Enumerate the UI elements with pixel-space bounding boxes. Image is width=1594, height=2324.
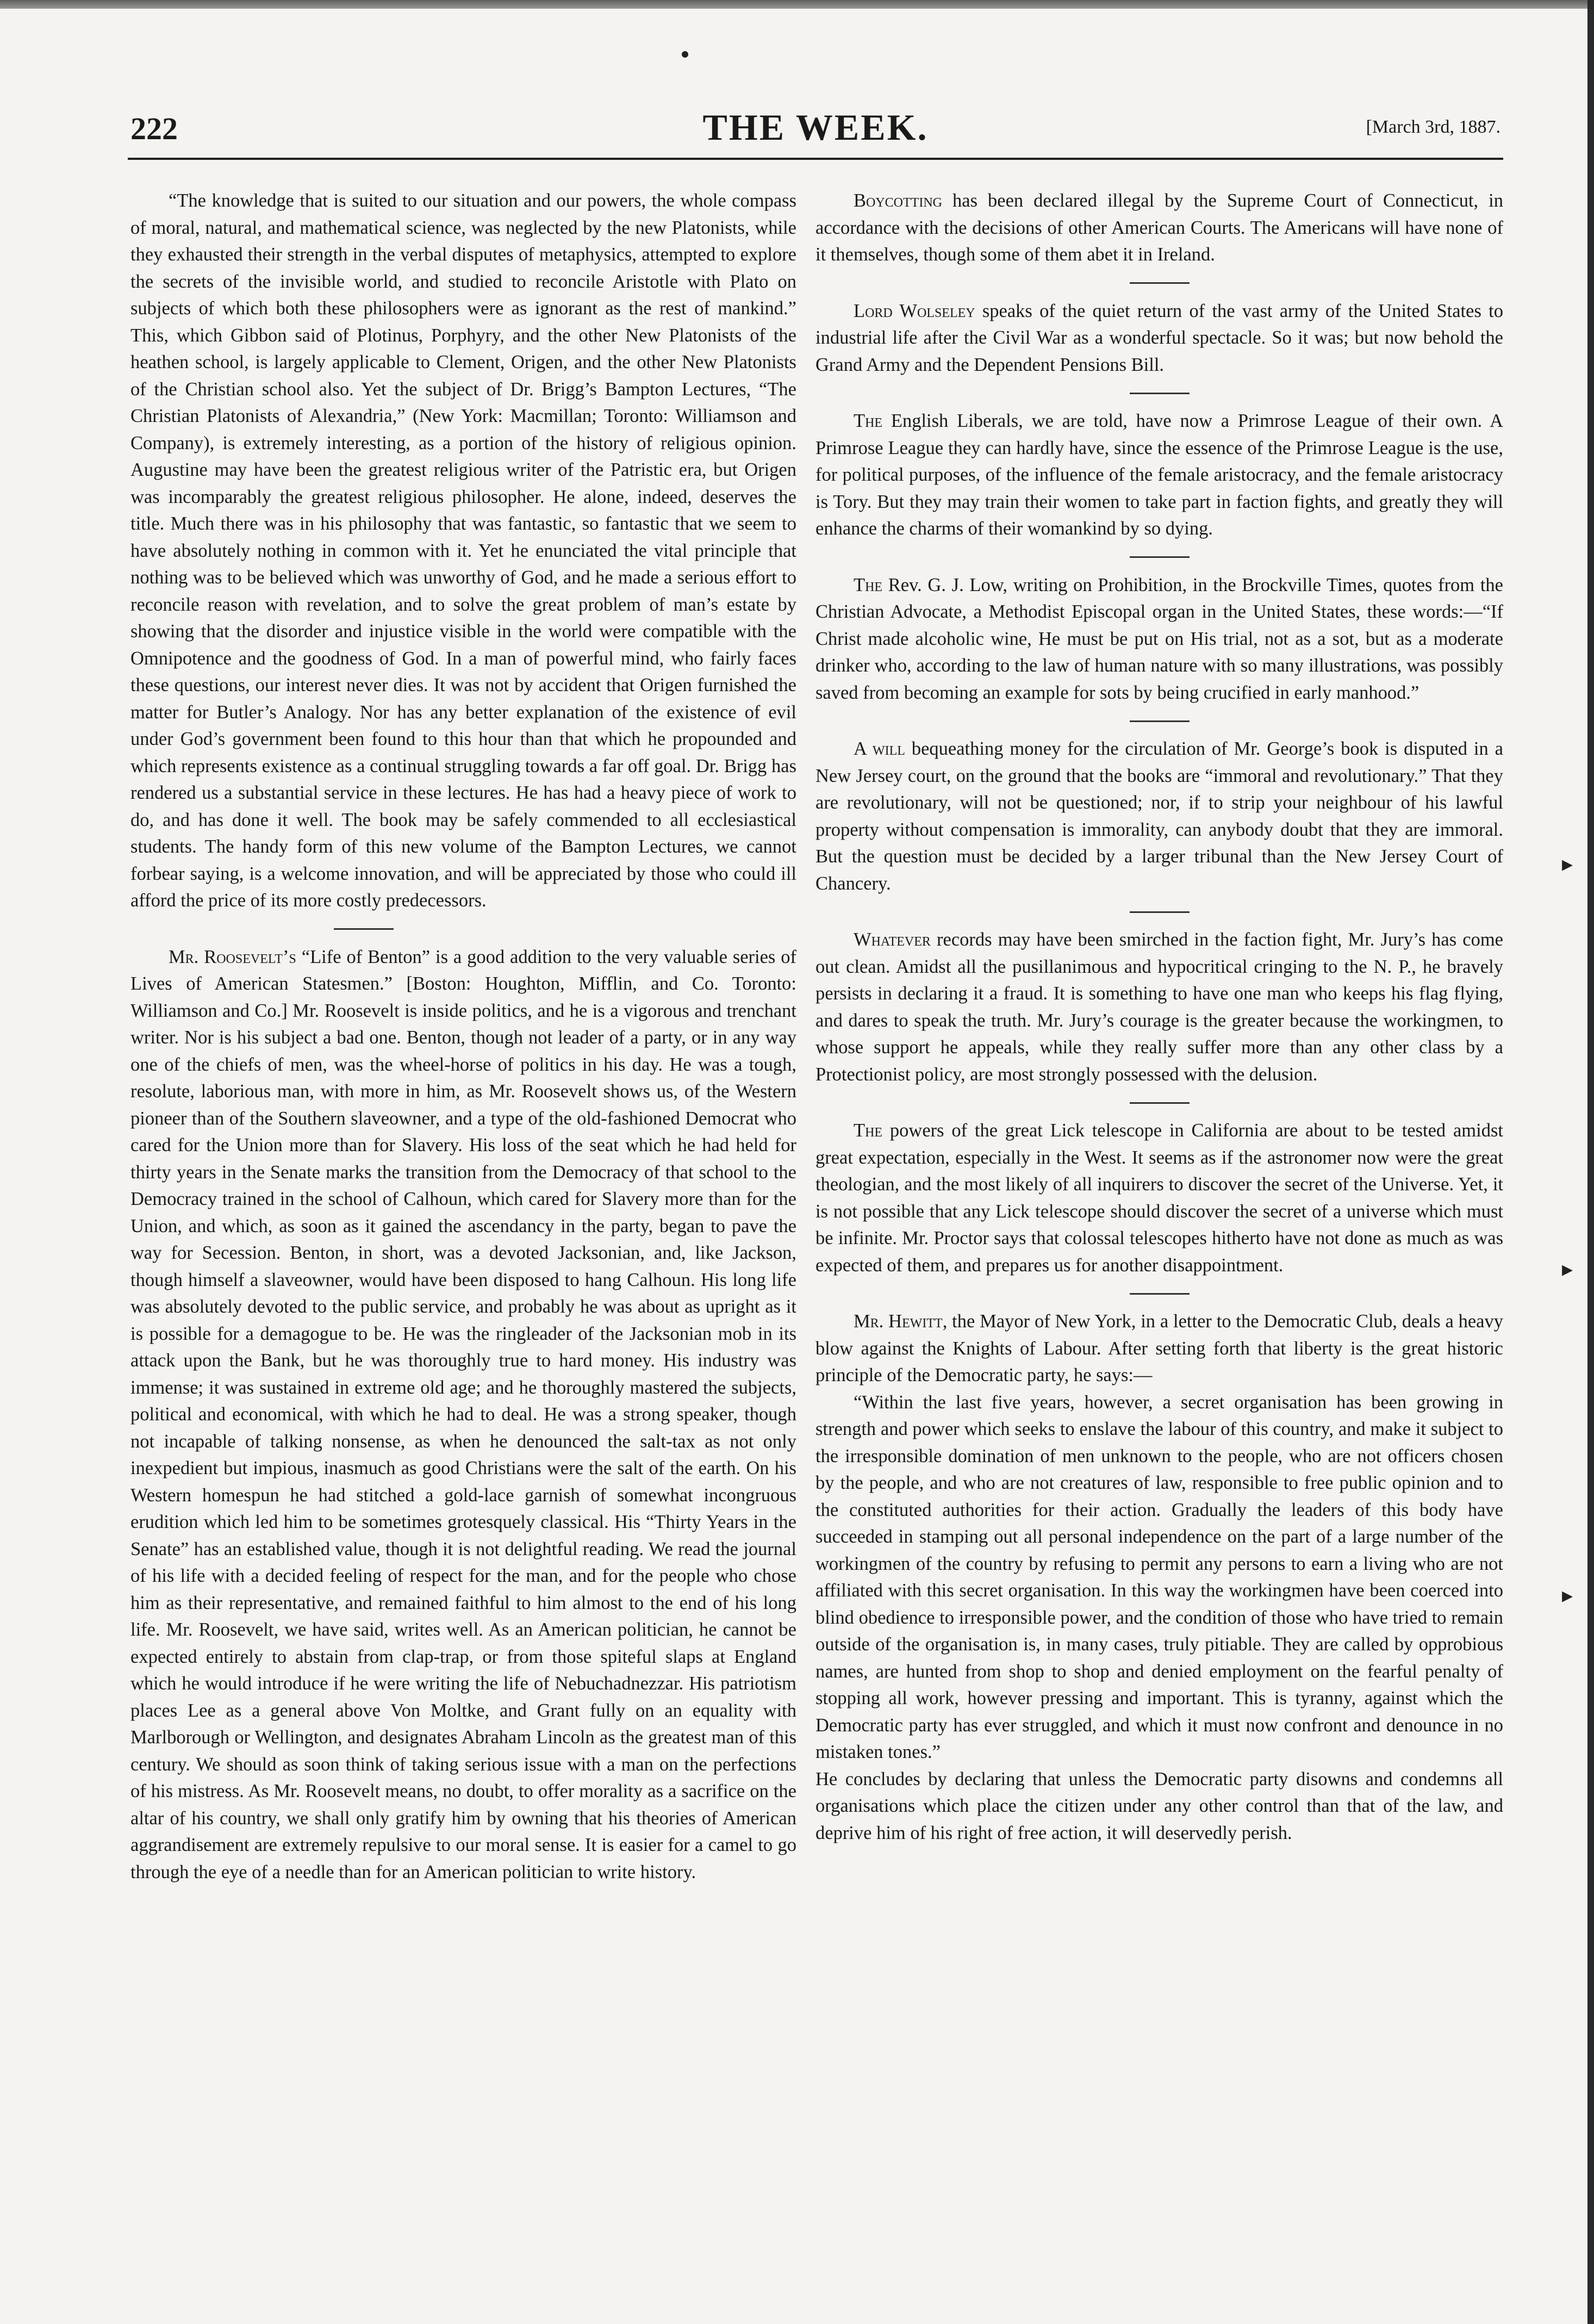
section-divider	[815, 269, 1503, 298]
paragraph-body: Rev. G. J. Low, writing on Prohibition, in the Brockville Times, quotes from the Christian Advocate, a Methodist Episcopal organ in the United States, these words:—“If Christ made alcoholic wine, He must be put on His trial, not as a sot, but as a moderate drinker who, according to the law of human nature with so many illustrations, was possibly saved from becoming an example for sots by being crucified in early manhood.”	[815, 574, 1503, 703]
paragraph-body: the Mayor of New York, in a letter to the Democratic Club, deals a heavy blow against the Knights of Labour. After setting forth that liberty is the great historic principle of the Democratic party, he says:—	[815, 1311, 1503, 1385]
lead-words: The	[854, 411, 883, 431]
ink-dot	[682, 51, 688, 58]
section-divider	[815, 897, 1503, 927]
section-divider	[815, 1088, 1503, 1117]
paragraph-body: has been declared illegal by the Supreme Court of Connecticut, in accordance with the decisions of other American Courts. The Americans will have none of it themselves, though some of them abet it in Ireland.	[815, 190, 1503, 265]
issue-date: [March 3rd, 1887.	[1366, 117, 1500, 137]
lead-words: Whatever	[854, 929, 931, 950]
right-edge-scan-artifact	[1587, 0, 1594, 2324]
masthead-title: THE WEEK.	[702, 107, 929, 148]
jury-paragraph	[815, 927, 1503, 1088]
roosevelt-paragraph	[130, 944, 796, 1886]
platonists-paragraph: “The knowledge that is suited to our situation and our powers, the whole compass of moral, natural, and mathematical science, was neglected by the new Platonists, while they exhausted their strength in the verbal disputes of metaphysics, attempted to explore the secrets of the invisible world, and studied to reconcile Aristotle with Plato on subjects of which both these philosophers were as ignorant as the rest of mankind.” This, which Gibbon said of Plotinus, Porphyry, and the other New Platonists of the heathen school, is largely applicable to Clement, Origen, and the other New Platonists of the Christian school also. Yet the subject of Dr. Brigg’s Bampton Lectures, “The Christian Platonists of Alexandria,” (New York: Macmillan; Toronto: Williamson and Company), is extremely interesting, as a portion of the history of religious opinion. Augustine may have been the greatest religious writer of the Patristic era, but Origen was incomparably the greatest religious philosopher. He alone, indeed, deserves the title. Much there was in his philosophy that was fantastic, so fantastic that we seem to have absolutely nothing in common with it. Yet he enunciated the vital principle that nothing was to be believed which was unworthy of God, and he made a serious effort to reconcile reason with revelation, and to solve the great problem of man’s estate by showing that the disorder and injustice visible in the world were compatible with the Omnipotence and the goodness of God. In a man of powerful mind, who fairly faces these questions, our interest never dies. It was not by accident that Origen furnished the matter for Butler’s Analogy. Nor has any better explanation of the existence of evil under God’s government been found to this hour than that which he propounded and which represents existence as a continual struggling towards a far off goal. Dr. Brigg has rendered us a substantial service in these lectures. He has had a heavy piece of work to do, and has done it well. The book may be safely commended to all ecclesiastical students. The handy form of this new volume of the Bampton Lectures, we cannot forbear saying, is a welcome innovation, and will be appreciated by those who could ill afford the price of its more costly predecessors.	[130, 190, 796, 911]
lead-words: The	[854, 574, 883, 595]
paragraph-body: English Liberals, we are told, have now a Primrose League of their own. A Primrose League they can hardly have, since the essence of the Primrose League is the use, for political purposes, of the influence of the female aristocracy, and the female aristocracy is Tory. But they may train their women to take part in faction fights, and greatly they will enhance the charms of their womankind by so dying.	[815, 411, 1503, 539]
paragraph-body: speaks of the quiet return of the vast army of the United States to industrial life after the Civil War as a wonderful spectacle. So it was; but now behold the Grand Army and the Dependent Pensions Bill.	[815, 300, 1503, 375]
left-column	[130, 188, 796, 1886]
boycotting-paragraph	[815, 188, 1503, 269]
low-paragraph	[815, 572, 1503, 707]
lead-words: The	[854, 1120, 883, 1141]
section-divider	[815, 706, 1503, 736]
hewitt-paragraph	[815, 1308, 1503, 1389]
paragraph-body: powers of the great Lick telescope in California are about to be tested amidst great expectation, especially in the West. It seems as if the astronomer now were the great theologian, and the most likely of all inquirers to discover the secret of the Universe. Yet, it is not possible that any Lick telescope should discover the secret of a universe which must be infinite. Mr. Proctor says that colossal telescopes hitherto have not done as much as was expected of them, and prepares us for another disappointment.	[815, 1120, 1503, 1276]
section-divider	[815, 378, 1503, 408]
section-divider	[815, 543, 1503, 572]
margin-mark: ▸	[1562, 852, 1573, 876]
hewitt-conclusion: He concludes by declaring that unless the Democratic party disowns and condemns all organisations which place the citizen under any other control than that of the law, and deprive him of his right of free action, it will deservedly perish.	[815, 1768, 1503, 1843]
hewitt-quote: “Within the last five years, however, a secret organisation has been growing in strength and power which seeks to enslave the labour of this country, and make it subject to the irresponsible domination of men unknown to the people, who are not officers chosen by the people, and who are not creatures of law, responsible to free public opinion and to the constituted authorities for their action. Gradually the leaders of this body have succeeded in stamping out all personal independence on the part of a large number of the workingmen of the country by refusing to permit any persons to earn a living who are not affiliated with this secret organisation. In this way the workingmen have been coerced into blind obedience to irresponsible power, and the condition of those who have tried to remain outside of the organisation is, in many cases, truly pitiable. They are called by opprobious names, are hunted from shop to shop and denied employment on the fearful penalty of stopping all work, however pressing and important. This is tyranny, against which the Democratic party has ever struggled, and which it must now confront and denounce in no mistaken tones.”	[815, 1391, 1503, 1762]
page-header	[130, 106, 1500, 155]
right-column	[815, 188, 1503, 1847]
section-divider	[815, 1279, 1503, 1308]
header-rule	[128, 158, 1503, 160]
lead-words: Mr. Hewitt,	[854, 1311, 948, 1332]
wolseley-paragraph	[815, 298, 1503, 379]
liberals-paragraph	[815, 408, 1503, 543]
paragraph-body: bequeathing money for the circulation of Mr. George’s book is disputed in a New Jersey court, on the ground that the books are “immoral and revolutionary.” That they are revolutionary, will not be questioned; nor, if to strip your neighbour of his lawful property without compensation is immorality, can anybody doubt that they are immoral. But the question must be decided by a larger tribunal than the New Jersey Court of Chancery.	[815, 738, 1503, 894]
lick-paragraph	[815, 1117, 1503, 1279]
lead-words: Lord Wolseley	[854, 300, 975, 321]
top-edge-scan-artifact	[0, 0, 1594, 9]
lead-words: Boycotting	[854, 190, 942, 211]
page-number: 222	[130, 111, 178, 146]
will-paragraph	[815, 736, 1503, 897]
margin-mark: ▸	[1562, 1583, 1573, 1607]
section-divider	[130, 915, 796, 944]
lead-words: A will	[854, 738, 905, 759]
margin-mark: ▸	[1562, 1257, 1573, 1281]
paragraph-body: records may have been smirched in the faction fight, Mr. Jury’s has come out clean. Amidst all the pusillanimous and hypocritical cringing to the N. P., he bravely persists in declaring it a fraud. It is something to have one man who keeps his flag flying, and dares to speak the truth. Mr. Jury’s courage is the greater because the workingmen, to whose support he appeals, while they really suffer more than any other class by a Protectionist policy, are most strongly possessed with the delusion.	[815, 929, 1503, 1085]
paragraph-body: “Life of Benton” is a good addition to the very valuable series of Lives of American Statesmen.” [Boston: Houghton, Mifflin, and Co. Toronto: Williamson and Co.] Mr. Roosevelt is inside politics, and he is a vigorous and trenchant writer. Nor is his subject a bad one. Benton, though not leader of a party, or in any way one of the chiefs of men, was the wheel-horse of politics in his day. He was a tough, resolute, laborious man, with more in him, as Mr. Roosevelt shows us, of the Western pioneer than of the Southern slaveowner, and a type of the old-fashioned Democrat who cared for the Union more than for Slavery. His loss of the seat which he had held for thirty years in the Senate marks the transition from the Democracy of that school to the Democracy trained in the school of Calhoun, which cared for Slavery more than for the Union, and which, as soon as it gained the ascendancy in the party, began to pave the way for Secession. Benton, in short, was a devoted Jacksonian, and, like Jackson, though himself a slaveowner, would have been disposed to hang Calhoun. His long life was absolutely devoted to the public service, and probably he was about as upright as it is possible for a demagogue to be. He was the ringleader of the Jacksonian mob in its attack upon the Bank, but he was thoroughly true to hard money. His industry was immense; it was sustained in extreme old age; and he thoroughly mastered the subjects, political and economical, with which he had to deal. He was a strong speaker, though not incapable of talking nonsense, as when he denounced the salt-tax as not only inexpedient but impious, inasmuch as good Christians were the salt of the earth. On his Western homespun he had stitched a gold-lace garnish of somewhat incongruous erudition which led him to be sometimes grotesquely classical. His “Thirty Years in the Senate” has an established value, though it is not delightful reading. We read the journal of his life with a decided feeling of respect for the man, and for the people who chose him as their representative, and remained faithful to him almost to the end of his long life. Mr. Roosevelt, we have said, writes well. As an American politician, he cannot be expected entirely to abstain from clap-trap, or from those spiteful slaps at England which he would introduce if he were writing the life of Nebuchadnezzar. His patriotism places Lee as a general above Von Moltke, and Grant fully on an equality with Marlborough or Wellington, and designates Abraham Lincoln as the greatest man of this century. We should as soon think of taking serious issue with a man on the perfections of his mistress. As Mr. Roosevelt means, no doubt, to offer morality as a sacrifice on the altar of his country, we shall only gratify him by owning that his theories of American aggrandisement are extremely repulsive to our moral sense. It is easier for a camel to go through the eye of a needle than for an American politician to write history.	[130, 946, 796, 1882]
lead-words: Mr. Roosevelt’s	[169, 946, 296, 967]
